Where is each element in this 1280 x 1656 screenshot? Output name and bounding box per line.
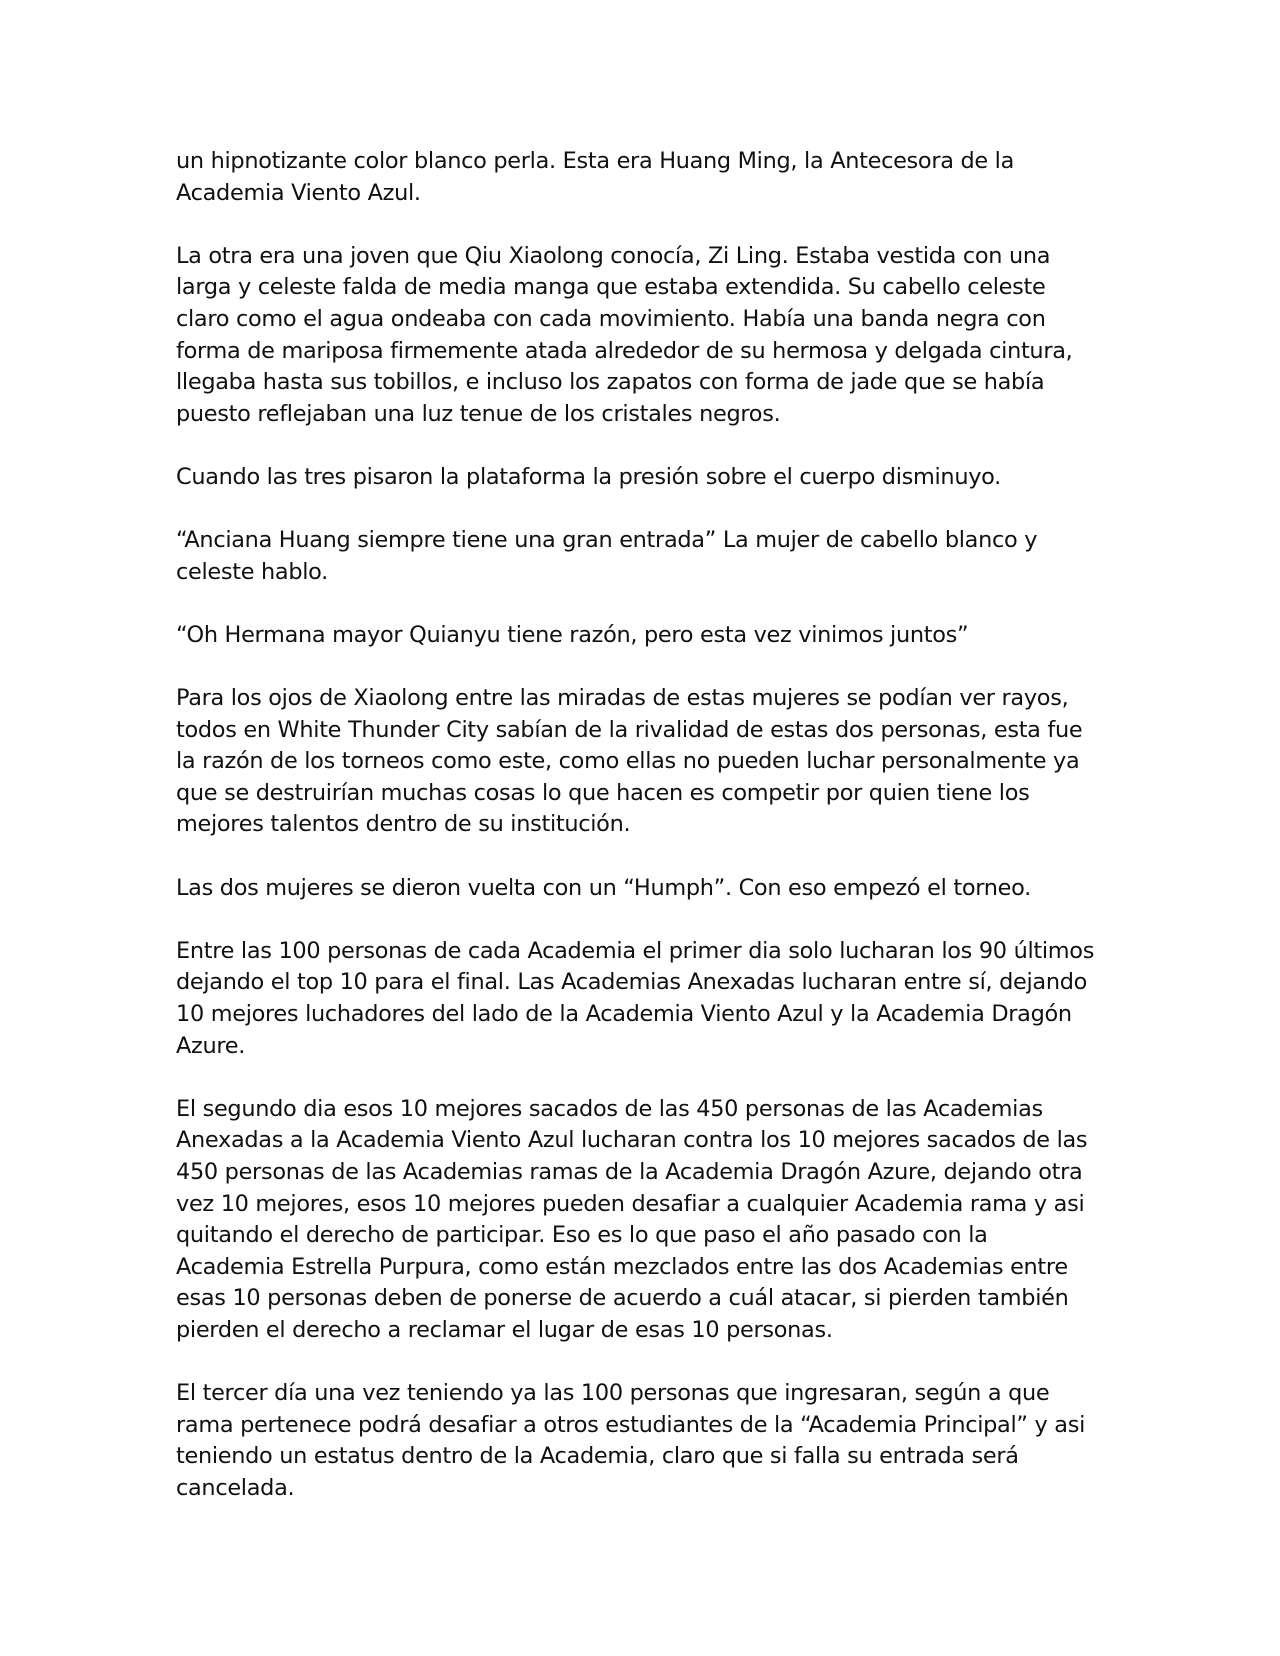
paragraph-8: Entre las 100 personas de cada Academia el primer dia solo lucharan los 90 últimos dejando el top 10 para el final. Las Academias Anexadas lucharan entre sí, dejando 10 mejores luchadores del lado de la Academia Viento Azul y la Academia Dragón Azure.	[176, 937, 1095, 1059]
paragraph-3: Cuando las tres pisaron la plataforma la presión sobre el cuerpo disminuyo.	[176, 463, 1001, 490]
paragraph-9: El segundo dia esos 10 mejores sacados de las 450 personas de las Academias Anexadas a la Academia Viento Azul lucharan contra los 10 mejores sacados de las 450 personas de las Academias ramas de la Academia Dragón Azure, dejando otra vez 10 mejores, esos 10 mejores pueden desafiar a cualquier Academia rama y asi quitando el derecho de participar. Eso es lo que paso el año pasado con la Academia Estrella Purpura, como están mezclados entre las dos Academias entre esas 10 personas deben de ponerse de acuerdo a cuál atacar, si pierden también pierden el derecho a reclamar el lugar de esas 10 personas.	[176, 1095, 1088, 1343]
paragraph-10: El tercer día una vez teniendo ya las 100 personas que ingresaran, según a que rama pertenece podrá desafiar a otros estudiantes de la “Academia Principal” y asi teniendo un estatus dentro de la Academia, claro que si falla su entrada será cancelada.	[176, 1380, 1085, 1501]
document-body	[176, 146, 1096, 1505]
paragraph-1: un hipnotizante color blanco perla. Esta era Huang Ming, la Antecesora de la Academia Viento Azul.	[176, 148, 1015, 206]
paragraph-5: “Oh Hermana mayor Quianyu tiene razón, pero esta vez vinimos juntos”	[176, 621, 969, 648]
paragraph-2: La otra era una joven que Qiu Xiaolong conocía, Zi Ling. Estaba vestida con una larga y celeste falda de media manga que estaba extendida. Su cabello celeste claro como el agua ondeaba con cada movimiento. Había una banda negra con forma de mariposa firmemente atada alrededor de su hermosa y delgada cintura, llegaba hasta sus tobillos, e incluso los zapatos con forma de jade que se había puesto reflejaban una luz tenue de los cristales negros.	[176, 242, 1073, 427]
paragraph-6: Para los ojos de Xiaolong entre las miradas de estas mujeres se podían ver rayos, todos en White Thunder City sabían de la rivalidad de estas dos personas, esta fue la razón de los torneos como este, como ellas no pueden luchar personalmente ya que se destruirían muchas cosas lo que hacen es competir por quien tiene los mejores talentos dentro de su institución.	[176, 685, 1083, 838]
paragraph-4: “Anciana Huang siempre tiene una gran entrada” La mujer de cabello blanco y celeste hablo.	[176, 527, 1038, 585]
paragraph-7: Las dos mujeres se dieron vuelta con un “Humph”. Con eso empezó el torneo.	[176, 874, 1031, 901]
